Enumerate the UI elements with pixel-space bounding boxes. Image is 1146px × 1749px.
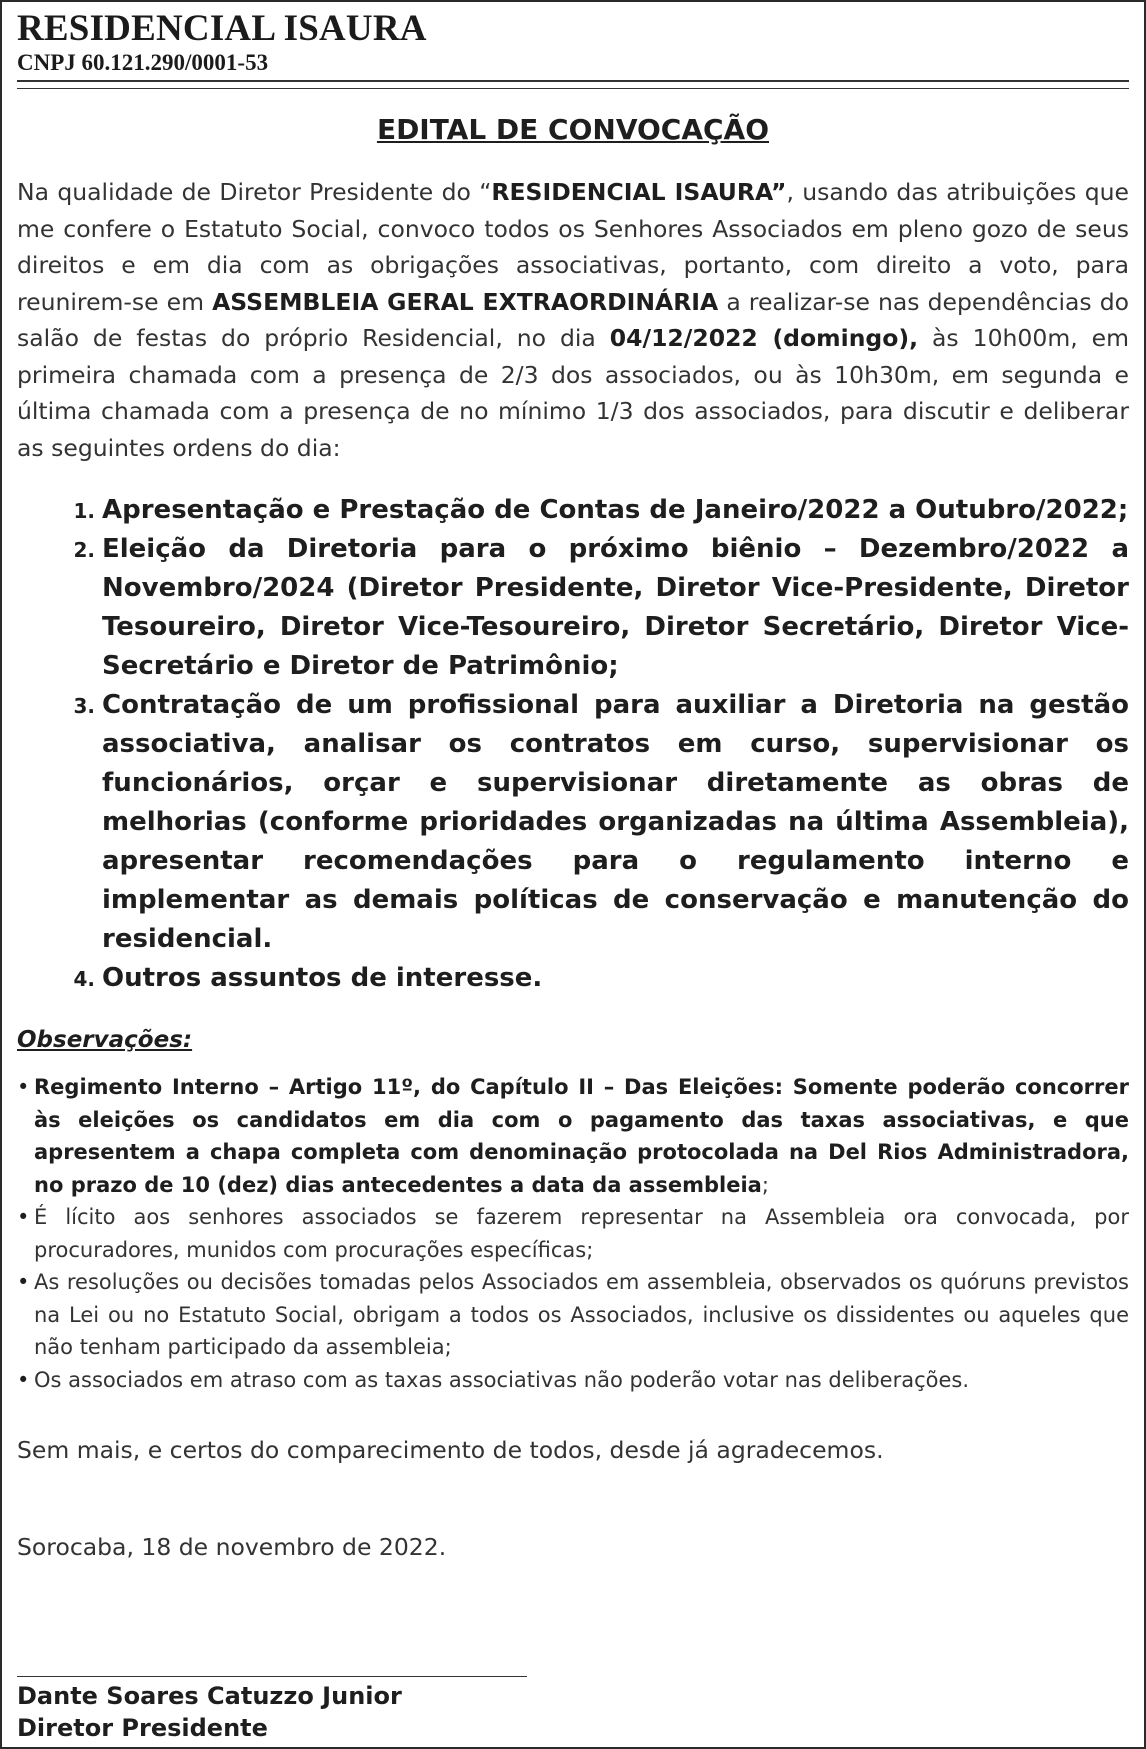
observation-item: • As resoluções ou decisões tomadas pelos Associados em assembleia, observados os quóruns previstos na Lei ou no Estatuto Social, obrigam a todos os Associados, inclusive os dissidentes ou aqueles que não tenham participado da assembleia;	[17, 1266, 1129, 1364]
signer-name: Dante Soares Catuzzo Junior	[17, 1682, 402, 1710]
header-divider	[17, 80, 1129, 89]
signature-line	[17, 1676, 527, 1677]
company-name: RESIDENCIAL ISAURA	[17, 8, 427, 49]
observation-item	[17, 1071, 1129, 1201]
signer-role: Diretor Presidente	[17, 1714, 268, 1742]
intro-text-4: às 10h00m, em primeira chamada com a presença de 2/3 dos associados, ou às 10h30m, em segunda e última chamada com a presença de no mínimo 1/3 dos associados, para discutir e deliberar as seguintes ordens do dia:	[17, 324, 1129, 462]
agenda-list	[17, 491, 1129, 998]
intro-bold-residencial: RESIDENCIAL ISAURA”	[491, 178, 787, 207]
intro-bold-date: 04/12/2022 (domingo),	[609, 324, 919, 353]
intro-text-3: a realizar-se nas dependências do salão de festas do próprio Residencial, no dia	[17, 287, 1129, 353]
observation-item: • Os associados em atraso com as taxas associativas não poderão votar nas deliberações.	[17, 1364, 1129, 1397]
observations-list	[17, 1071, 1129, 1396]
observation-bold-text: Regimento Interno – Artigo 11º, do Capítulo II – Das Eleições: Somente poderão concorrer às eleições os candidatos em dia com o pagamento das taxas associativas, e que apresentem a chapa completa com denominação protocolada na Del Rios Administradora, no prazo de 10 (dez) dias antecedentes a data da assembleia	[34, 1075, 1129, 1197]
intro-text-1: Na qualidade de Diretor Presidente do “	[17, 178, 492, 207]
observation-tail: ;	[761, 1172, 769, 1197]
agenda-item: 3. Contratação de um profissional para auxiliar a Diretoria na gestão associativa, analisar os contratos em curso, supervisionar os funcionários, orçar e supervisionar diretamente as obras de melhorias (conforme prioridades organizadas na última Assembleia), apresentar recomendações para o regulamento interno e implementar as demais políticas de conservação e manutenção do residencial.	[102, 686, 1129, 959]
closing-text: Sem mais, e certos do comparecimento de todos, desde já agradecemos.	[17, 1436, 884, 1465]
agenda-item: 4. Outros assuntos de interesse.	[102, 959, 1129, 998]
observations-title: Observações:	[17, 1027, 193, 1054]
place-date: Sorocaba, 18 de novembro de 2022.	[17, 1533, 447, 1562]
intro-paragraph	[17, 174, 1129, 466]
company-cnpj: CNPJ 60.121.290/0001-53	[17, 49, 269, 75]
intro-text-2: , usando das atribuições que me confere o Estatuto Social, convoco todos os Senhores Associados em pleno gozo de seus direitos e em dia com as obrigações associativas, portanto, com direito a voto, para reunirem-se em	[17, 178, 1129, 316]
observation-item: • É lícito aos senhores associados se fazerem representar na Assembleia ora convocada, por procuradores, munidos com procurações específicas;	[17, 1201, 1129, 1266]
intro-bold-assembleia: ASSEMBLEIA GERAL EXTRAORDINÁRIA	[212, 287, 719, 316]
agenda-item: 1. Apresentação e Prestação de Contas de Janeiro/2022 a Outubro/2022;	[102, 491, 1129, 530]
document-title: EDITAL DE CONVOCAÇÃO	[376, 113, 770, 147]
agenda-item: 2. Eleição da Diretoria para o próximo biênio – Dezembro/2022 a Novembro/2024 (Diretor Presidente, Diretor Vice-Presidente, Diretor Tesoureiro, Diretor Vice-Tesoureiro, Diretor Secretário, Diretor Vice-Secretário e Diretor de Patrimônio;	[102, 530, 1129, 686]
